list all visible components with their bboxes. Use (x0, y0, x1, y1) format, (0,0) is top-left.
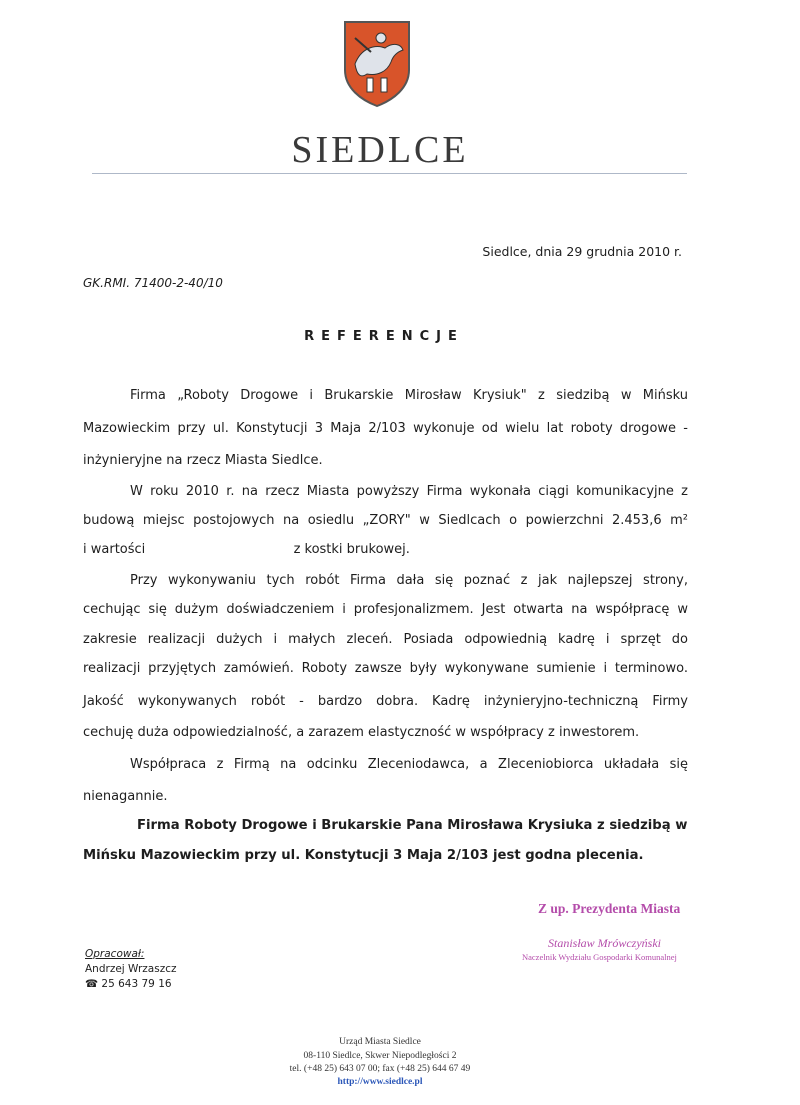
signature-role: Naczelnik Wydziału Gospodarki Komunalnej (522, 952, 677, 962)
prepared-by-name: Andrzej Wrzaszcz (85, 963, 177, 975)
signature-title: Z up. Prezydenta Miasta (538, 901, 681, 916)
city-title: SIEDLCE (291, 129, 469, 171)
header-divider (92, 173, 687, 174)
footer-contact: tel. (+48 25) 643 07 00; fax (+48 25) 644 67 49 (289, 1064, 471, 1074)
paragraph-3-line-6: cechuję duża odpowiedzialność, a zarazem elastyczność w współpracy z inwestorem. (83, 725, 640, 740)
paragraph-2-line-2: budową miejsc postojowych na osiedlu „ZORY" w Siedlcach o powierzchni 2.453,6 m² (83, 513, 688, 528)
paragraph-3-line-3: zakresie realizacji dużych i małych zleceń. Posiada odpowiednią kadrę i sprzęt do (83, 632, 688, 647)
conclusion-line-1: Firma Roboty Drogowe i Brukarskie Pana Mirosława Krysiuka z siedzibą w (137, 818, 688, 833)
reference-number: GK.RMI. 71400-2-40/10 (83, 276, 223, 290)
paragraph-1-line-2: Mazowieckim przy ul. Konstytucji 3 Maja 2/103 wykonuje od wielu lat roboty drogowe - (83, 421, 688, 436)
value-label: i wartości (83, 542, 146, 557)
conclusion-line-2: Mińsku Mazowieckim przy ul. Konstytucji 3 Maja 2/103 jest godna plecenia. (83, 848, 644, 863)
prepared-by-phone: ☎ 25 643 79 16 (85, 978, 172, 990)
paragraph-4-line-1: Współpraca z Firmą na odcinku Zleceniodawca, a Zleceniobiorca układała się (130, 757, 688, 772)
paragraph-2-line-3 (83, 542, 410, 557)
paragraph-3-line-4: realizacji przyjętych zamówień. Roboty zawsze były wykonywane sumienie i terminowo. (83, 661, 688, 676)
paragraph-1-line-3: inżynieryjne na rzecz Miasta Siedlce. (83, 453, 323, 468)
place-date: Siedlce, dnia 29 grudnia 2010 r. (482, 244, 682, 259)
paragraph-4-line-2: nienagannie. (83, 789, 168, 804)
prepared-by-label: Opracował: (85, 948, 145, 960)
footer-website-link[interactable]: http://www.siedlce.pl (337, 1077, 423, 1087)
paragraph-3-line-2: cechując się dużym doświadczeniem i profesjonalizmem. Jest otwarta na współpracę w (83, 602, 688, 617)
city-coat-of-arms-icon (341, 18, 413, 108)
signature-name: Stanisław Mrówczyński (548, 936, 661, 950)
paragraph-3-line-5: Jakość wykonywanych robót - bardzo dobra. Kadrę inżynieryjno-techniczną Firmy (83, 694, 688, 709)
paragraph-1-line-1: Firma „Roboty Drogowe i Brukarskie Mirosław Krysiuk" z siedzibą w Mińsku (130, 388, 688, 403)
footer-address: 08-110 Siedlce, Skwer Niepodległości 2 (303, 1051, 457, 1061)
letter-heading: REFERENCJE (304, 329, 464, 344)
paragraph-2-line-1: W roku 2010 r. na rzecz Miasta powyższy Firma wykonała ciągi komunikacyjne z (130, 484, 688, 499)
footer-office: Urząd Miasta Siedlce (339, 1037, 421, 1047)
value-suffix: z kostki brukowej. (293, 542, 410, 557)
paragraph-3-line-1: Przy wykonywaniu tych robót Firma dała się poznać z jak najlepszej strony, (130, 573, 688, 588)
